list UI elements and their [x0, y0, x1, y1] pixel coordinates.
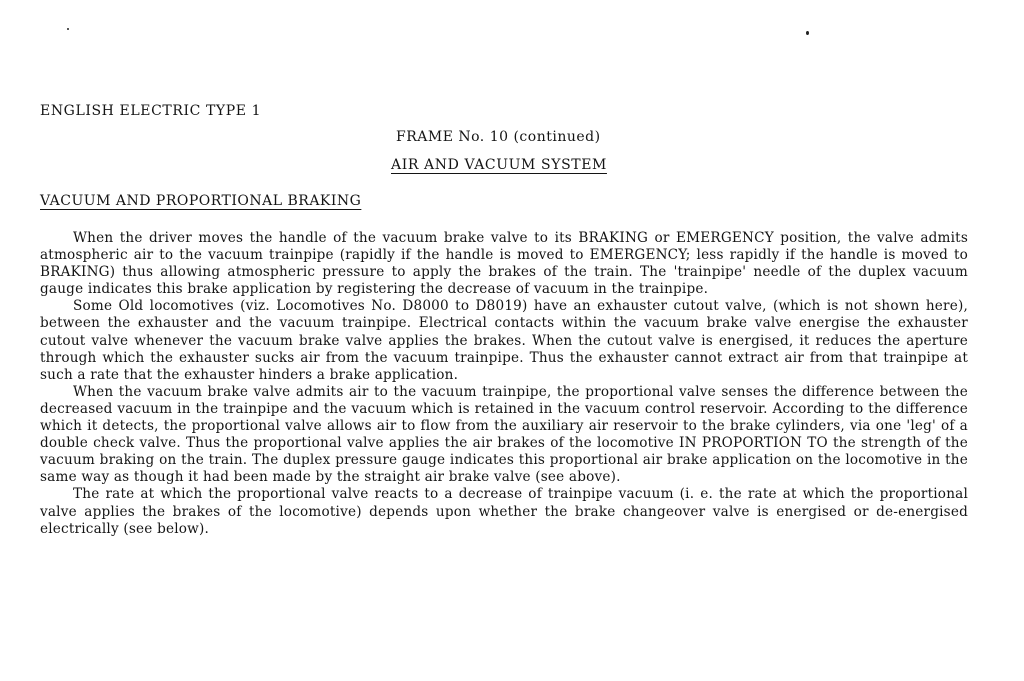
- frame-title: FRAME No. 10 (continued): [396, 129, 601, 145]
- paragraph: When the vacuum brake valve admits air to the vacuum trainpipe, the proportional valve senses the difference between the decreased vacuum in the trainpipe and the vacuum which is retained in the vacuum control reservoir. According to the difference which it detects, the proportional valve allows air to flow from the auxiliary air reservoir to the brake cylinders, via one 'leg' of a double check valve. Thus the proportional valve applies the air brakes of the locomotive IN PROPORTION TO the strength of the vacuum braking on the train. The duplex pressure gauge indicates this proportional air brake application on the locomotive in the same way as though it had been made by the straight air brake valve (see above).: [40, 383, 968, 486]
- section-heading: VACUUM AND PROPORTIONAL BRAKING: [40, 193, 362, 209]
- paragraph: When the driver moves the handle of the vacuum brake valve to its BRAKING or EMERGENCY position, the valve admits atmospheric air to the vacuum trainpipe (rapidly if the handle is moved to EMERGENCY; less rapidly if the handle is moved to BRAKING) thus allowing atmospheric pressure to apply the brakes of the train. The 'trainpipe' needle of the duplex vacuum gauge indicates this brake application by registering the decrease of vacuum in the trainpipe.: [40, 230, 968, 298]
- system-title: AIR AND VACUUM SYSTEM: [391, 157, 607, 173]
- scan-speck: [67, 28, 69, 30]
- body-text: [40, 230, 968, 538]
- scan-speck: [806, 31, 809, 35]
- document-series-title: ENGLISH ELECTRIC TYPE 1: [40, 103, 262, 119]
- paragraph: The rate at which the proportional valve reacts to a decrease of trainpipe vacuum (i. e. the rate at which the proportional valve applies the brakes of the locomotive) depends upon whether the brake changeover valve is energised or de-energised electrically (see below).: [40, 486, 968, 537]
- paragraph: Some Old locomotives (viz. Locomotives No. D8000 to D8019) have an exhauster cutout valve, (which is not shown here), between the exhauster and the vacuum trainpipe. Electrical contacts within the vacuum brake valve energise the exhauster cutout valve whenever the vacuum brake valve applies the brakes. When the cutout valve is energised, it reduces the aperture through which the exhauster sucks air from the vacuum trainpipe. Thus the exhauster cannot extract air from that trainpipe at such a rate that the exhauster hinders a brake application.: [40, 298, 968, 383]
